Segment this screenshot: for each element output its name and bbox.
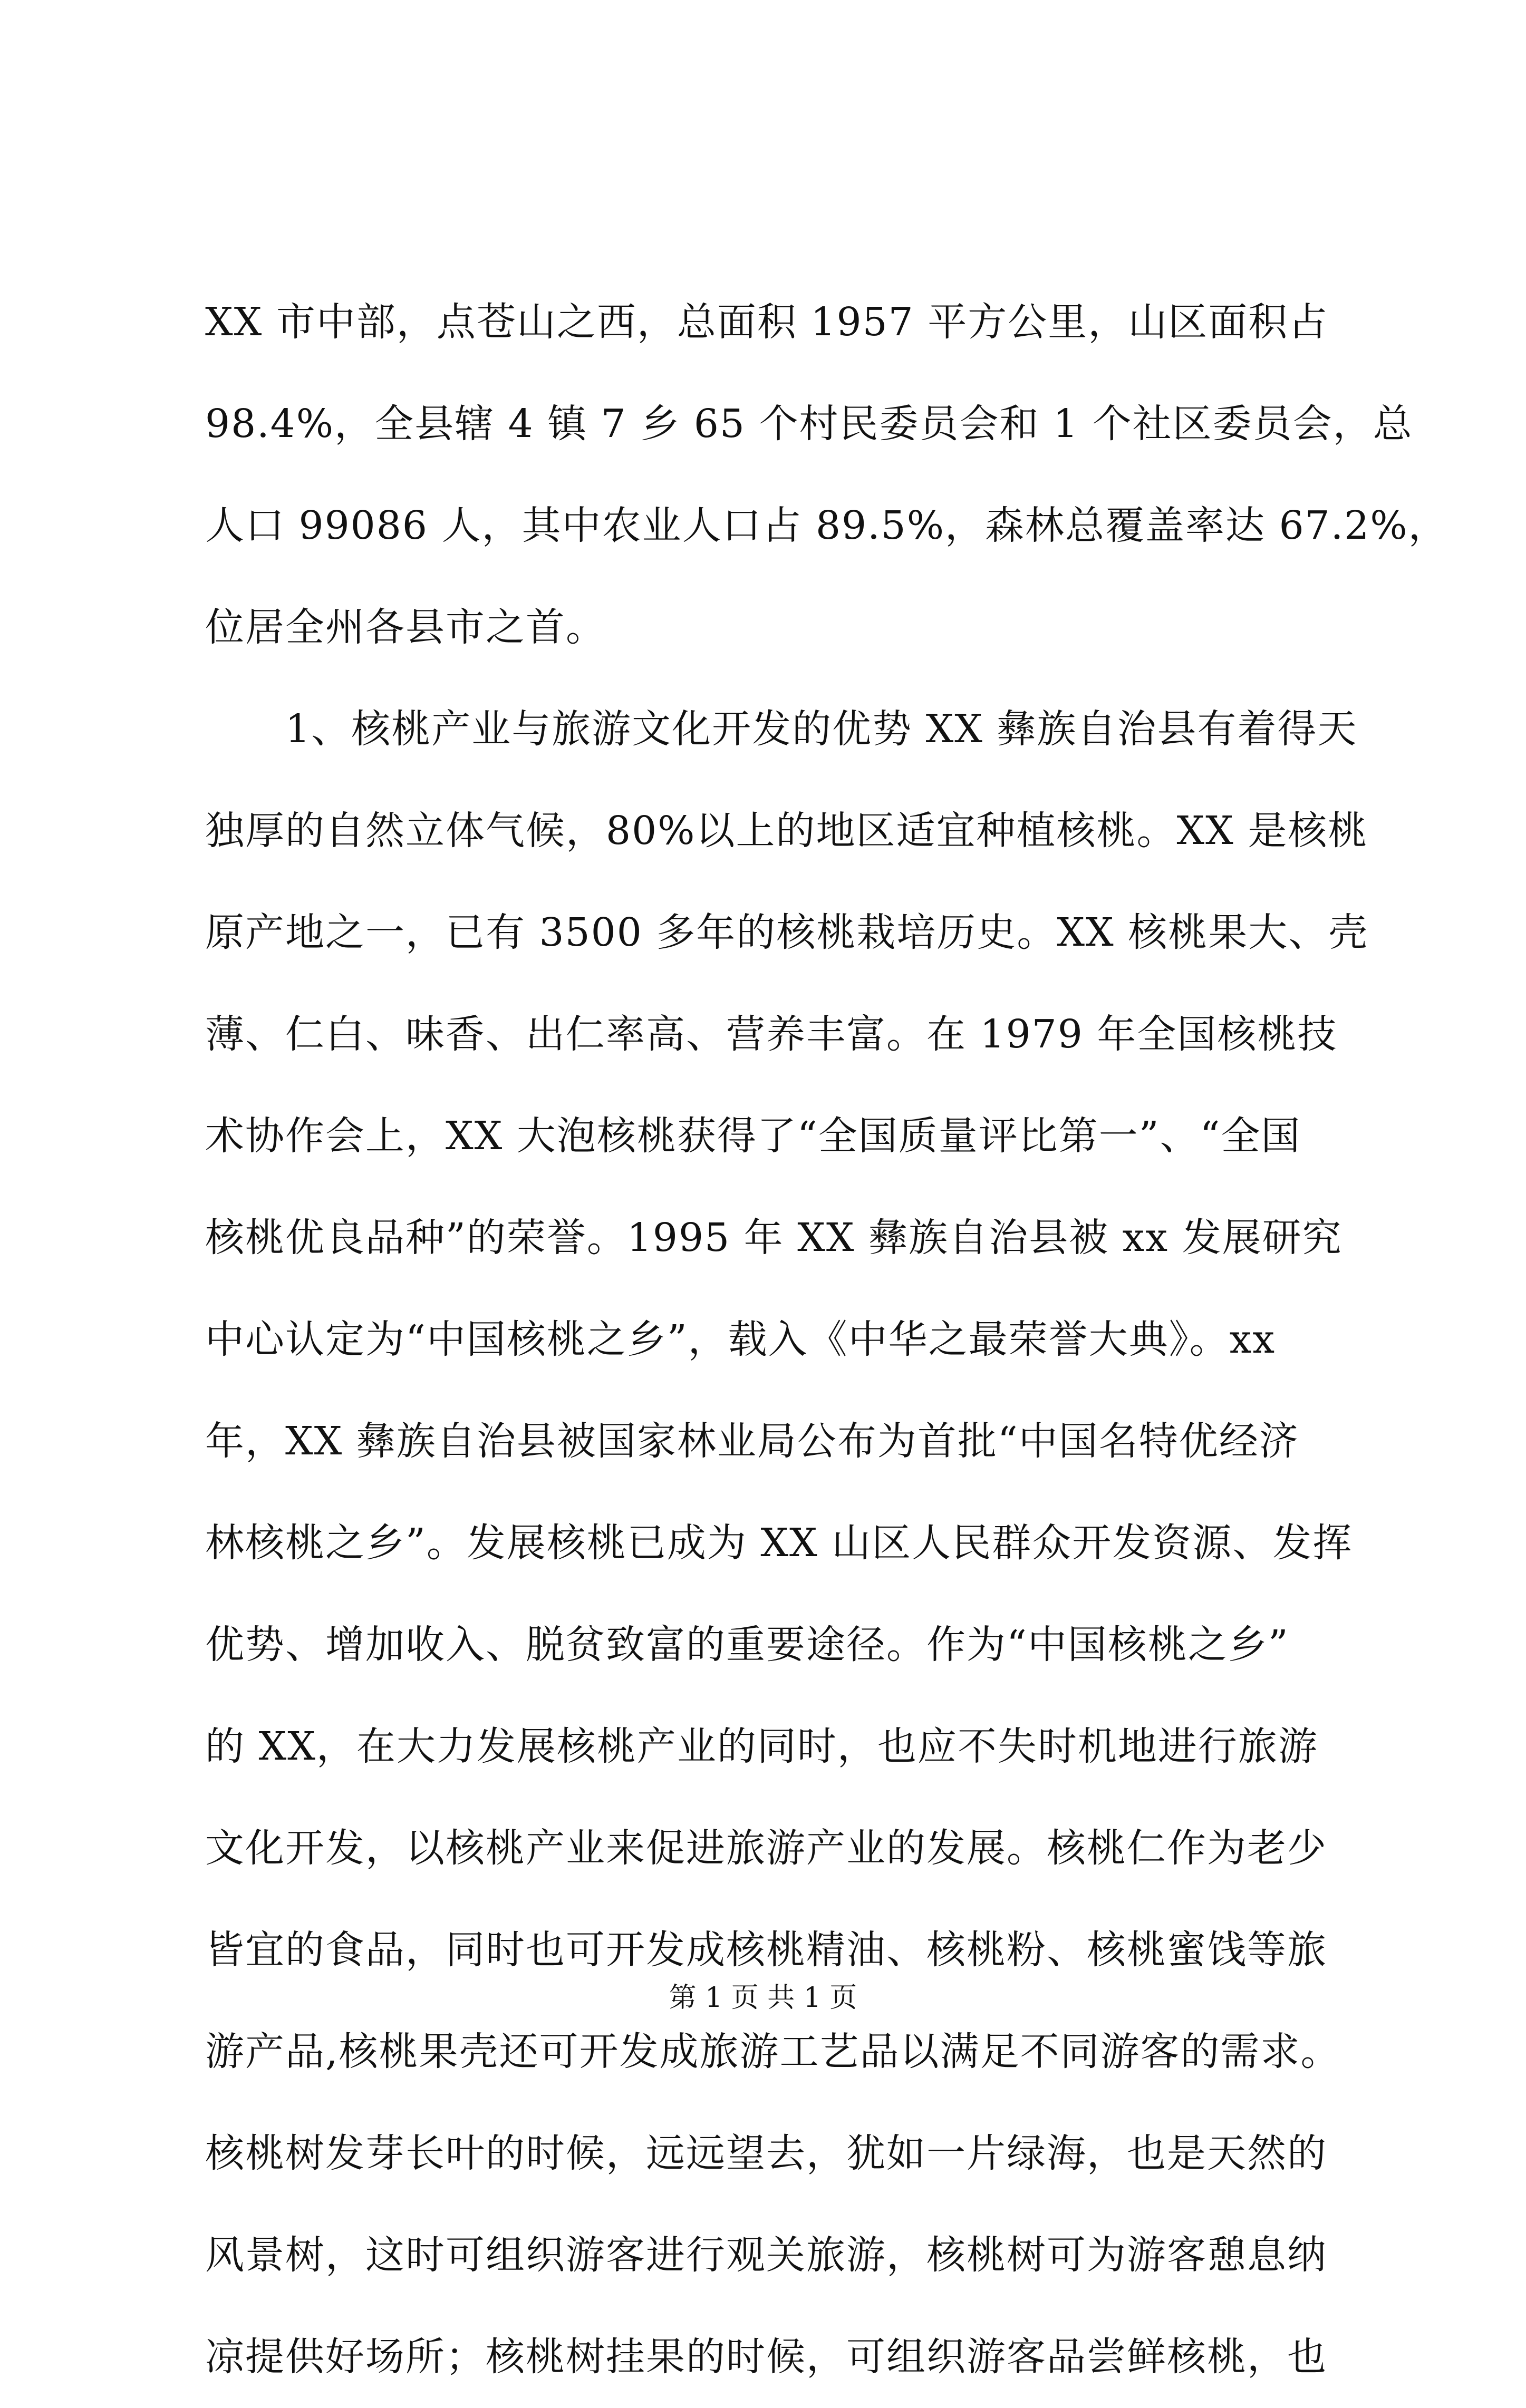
page-footer: 第 1 页 共 1 页 [669, 1982, 857, 2014]
text-line: 位居全州各县市之首。 [205, 605, 606, 650]
text-line: 游产品,核桃果壳还可开发成旅游工艺品以满足不同游客的需求。 [205, 2029, 1341, 2074]
text-line: 林核桃之乡”。发展核桃已成为 XX 山区人民群众开发资源、发挥 [205, 1520, 1353, 1566]
text-line: 核桃优良品种”的荣誉。1995 年 XX 彝族自治县被 xx 发展研究 [205, 1215, 1343, 1260]
text-line: 1、核桃产业与旅游文化开发的优势 XX 彝族自治县有着得天 [205, 706, 1358, 752]
text-line: 原产地之一，已有 3500 多年的核桃栽培历史。XX 核桃果大、壳 [205, 910, 1369, 955]
text-line: 术协作会上，XX 大泡核桃获得了“全国质量评比第一”、“全国 [205, 1113, 1301, 1159]
text-line: 独厚的自然立体气候，80%以上的地区适宜种植核桃。XX 是核桃 [205, 808, 1368, 853]
text-line: 优势、增加收入、脱贫致富的重要途径。作为“中国核桃之乡” [205, 1622, 1289, 1667]
text-line: 人口 99086 人，其中农业人口占 89.5%，森林总覆盖率达 67.2%， [205, 503, 1448, 548]
body-text [205, 271, 1448, 2408]
text-line: XX 市中部，点苍山之西，总面积 1957 平方公里，山区面积占 [205, 299, 1329, 345]
text-line: 风景树，这时可组织游客进行观关旅游，核桃树可为游客憩息纳 [205, 2232, 1327, 2278]
text-line: 核桃树发芽长叶的时候，远远望去，犹如一片绿海，也是天然的 [205, 2131, 1327, 2176]
text-line: 年，XX 彝族自治县被国家林业局公布为首批“中国名特优经济 [205, 1419, 1299, 1464]
text-line: 凉提供好场所；核桃树挂果的时候，可组织游客品尝鲜核桃，也 [205, 2334, 1327, 2380]
text-line: 薄、仁白、味香、出仁率高、营养丰富。在 1979 年全国核桃技 [205, 1012, 1338, 1057]
text-line: 98.4%，全县辖 4 镇 7 乡 65 个村民委员会和 1 个社区委员会，总 [205, 401, 1413, 446]
text-line: 的 XX，在大力发展核桃产业的同时，也应不失时机地进行旅游 [205, 1724, 1318, 1769]
text-line: 文化开发，以核桃产业来促进旅游产业的发展。核桃仁作为老少 [205, 1826, 1327, 1871]
text-line: 皆宜的食品，同时也可开发成核桃精油、核桃粉、核桃蜜饯等旅 [205, 1927, 1327, 1973]
text-line: 中心认定为“中国核桃之乡”，载入《中华之最荣誉大典》。xx [205, 1317, 1276, 1362]
